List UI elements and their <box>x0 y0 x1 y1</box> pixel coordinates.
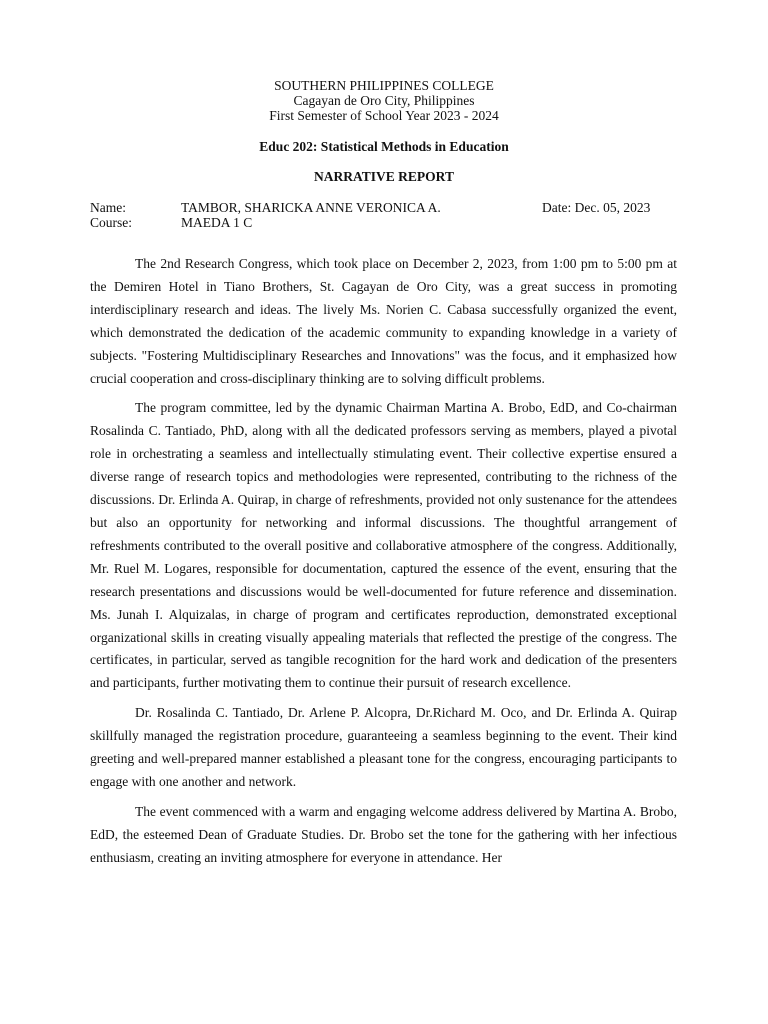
paragraph-3: Dr. Rosalinda C. Tantiado, Dr. Arlene P. Alcopra, Dr.Richard M. Oco, and Dr. Erlinda A. Quirap skillfully managed the registration procedure, guaranteeing a seamless beginning to the event. Their kind greeting and well-prepared manner established a pleasant tone for the congress, encouraging participants to engage with one another and network. <box>90 705 677 789</box>
document-header <box>0 78 768 123</box>
course-value: MAEDA 1 C <box>181 215 253 230</box>
report-body <box>90 253 677 877</box>
date-value: Date: Dec. 05, 2023 <box>542 200 651 215</box>
paragraph-1: The 2nd Research Congress, which took place on December 2, 2023, from 1:00 pm to 5:00 pm at the Demiren Hotel in Tiano Brothers, St. Cagayan de Oro City, was a great success in promoting interdisciplinary research and ideas. The lively Ms. Norien C. Cabasa successfully organized the event, which demonstrated the dedication of the academic community to expanding knowledge in a variety of subjects. "Fostering Multidisciplinary Researches and Innovations" was the focus, and it emphasized how crucial cooperation and cross-disciplinary thinking are to solving difficult problems. <box>90 256 677 386</box>
college-name: SOUTHERN PHILIPPINES COLLEGE <box>274 78 494 93</box>
college-location: Cagayan de Oro City, Philippines <box>293 93 475 108</box>
course-title: Educ 202: Statistical Methods in Education <box>259 139 509 154</box>
report-title: NARRATIVE REPORT <box>314 169 454 184</box>
name-value: TAMBOR, SHARICKA ANNE VERONICA A. <box>181 200 441 215</box>
paragraph-4: The event commenced with a warm and engaging welcome address delivered by Martina A. Brobo, EdD, the esteemed Dean of Graduate Studies. Dr. Brobo set the tone for the gathering with her infectious enthusiasm, creating an inviting atmosphere for everyone in attendance. Her <box>90 803 677 865</box>
semester-line: First Semester of School Year 2023 - 2024 <box>269 108 499 123</box>
paragraph-2: The program committee, led by the dynamic Chairman Martina A. Brobo, EdD, and Co-chairman Rosalinda C. Tantiado, PhD, along with all the dedicated professors serving as members, played a pivotal role in orchestrating a seamless and intellectually stimulating event. Their collective expertise ensured a diverse range of research topics and methodologies were represented, contributing to the richness of the discussions. Dr. Erlinda A. Quirap, in charge of refreshments, provided not only sustenance for the attendees but also an opportunity for networking and informal discussions. The thoughtful arrangement of refreshments contributed to the overall positive and collaborative atmosphere of the congress. Additionally, Mr. Ruel M. Logares, responsible for documentation, captured the essence of the event, ensuring that the research presentations and discussions would be well-documented for future reference and dissemination. Ms. Junah I. Alquizalas, in charge of program and certificates reproduction, demonstrated exceptional organizational skills in creating visually appealing materials that reflected the prestige of the congress. The certificates, in particular, served as tangible recognition for the hard work and dedication of the presenters and participants, further motivating them to continue their pursuit of research excellence. <box>90 400 677 691</box>
course-label: Course: <box>90 215 132 230</box>
name-label: Name: <box>90 200 126 215</box>
